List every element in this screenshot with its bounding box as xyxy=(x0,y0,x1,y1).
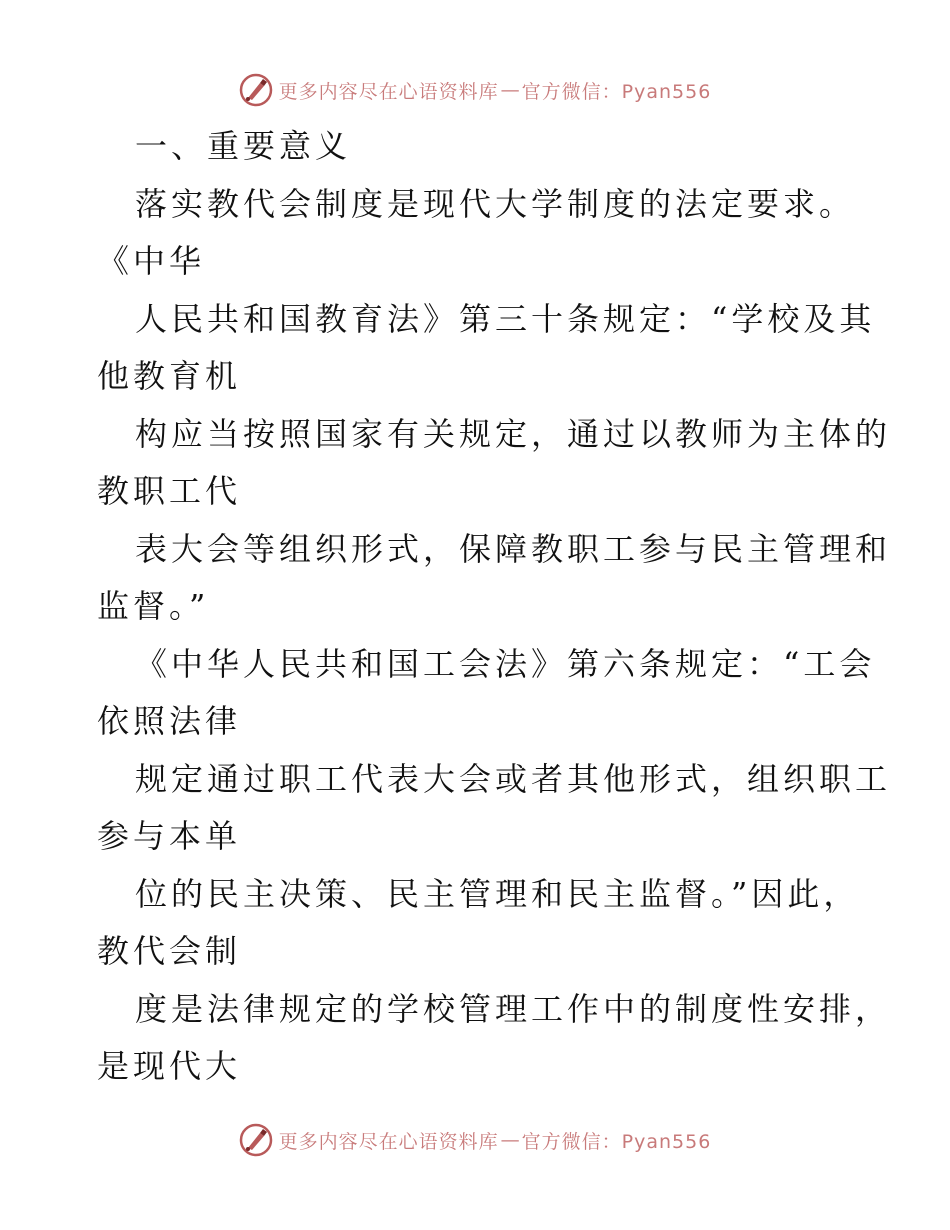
watermark-dash: — xyxy=(500,1129,520,1151)
watermark-text: 更多内容尽在心语资料库 xyxy=(278,80,499,103)
text-line: 规定通过职工代表大会或者其他形式，组织职工 xyxy=(135,759,892,798)
text-line: 教职工代 xyxy=(97,472,242,510)
text-line: 人民共和国教育法》第三十条规定：“学校及其 xyxy=(135,299,876,338)
text-line: 《中华人民共和国工会法》第六条规定：“工会 xyxy=(135,644,876,683)
watermark-wechat: 官方微信：Pyan556 xyxy=(521,1130,712,1153)
watermark-wechat: 官方微信：Pyan556 xyxy=(521,80,712,103)
footer-watermark xyxy=(0,1120,950,1160)
pen-logo-icon xyxy=(239,1123,273,1157)
text-line: 度是法律规定的学校管理工作中的制度性安排， xyxy=(135,989,892,1028)
text-line: 是现代大 xyxy=(97,1047,242,1085)
text-line: 监督。” xyxy=(97,587,210,625)
watermark-dash: — xyxy=(500,79,520,101)
text-line: 表大会等组织形式，保障教职工参与民主管理和 xyxy=(135,529,892,568)
watermark-text: 更多内容尽在心语资料库 xyxy=(278,1130,499,1153)
text-line: 参与本单 xyxy=(97,817,242,855)
header-watermark xyxy=(0,70,950,110)
text-line: 位的民主决策、民主管理和民主监督。”因此， xyxy=(135,874,860,913)
text-line: 他教育机 xyxy=(97,357,242,395)
text-line: 一、重要意义 xyxy=(135,127,352,165)
text-line: 落实教代会制度是现代大学制度的法定要求。 xyxy=(135,184,856,223)
pen-logo-icon xyxy=(239,73,273,107)
text-line: 教代会制 xyxy=(97,932,242,970)
text-line: 依照法律 xyxy=(97,702,242,740)
text-line: 构应当按照国家有关规定，通过以教师为主体的 xyxy=(135,414,892,453)
document-body xyxy=(97,118,892,1096)
text-line: 《中华 xyxy=(97,242,206,280)
